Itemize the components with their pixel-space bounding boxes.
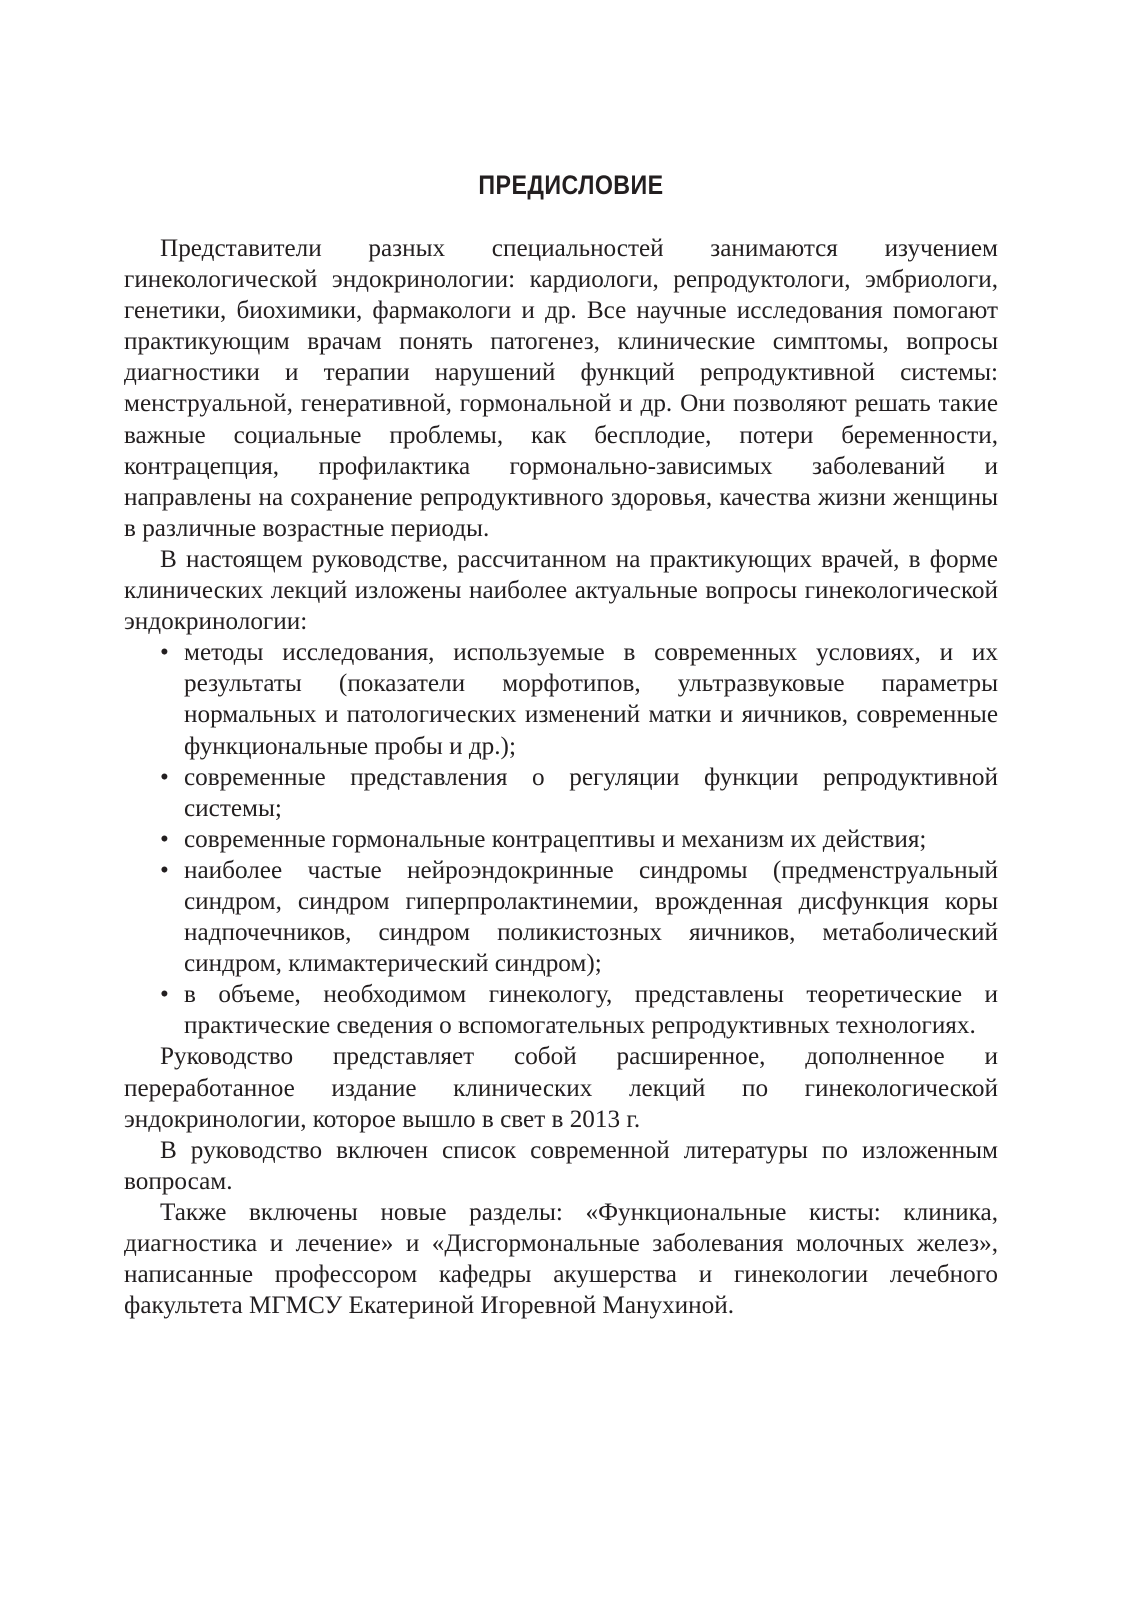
list-item-text: современные гормональные контрацептивы и механизм их действия;: [184, 825, 927, 853]
bullet-icon: •: [160, 639, 169, 667]
page-title: ПРЕДИСЛОВИЕ: [478, 170, 664, 200]
list-item-text: в объеме, необходимом гинекологу, представлены теоретические и практические сведения о вспомогательных репродуктивных технологиях.: [184, 981, 998, 1040]
list-item-text: методы исследования, используемые в современных условиях, и их результаты (показатели морфотипов, ультразвуковые параметры нормальных и патологических изменений матки и яичников, современные функциональные пробы и др.);: [184, 639, 998, 760]
bullet-icon: •: [160, 856, 169, 884]
paragraph-intro: Представители разных специальностей занимаются изучением гинекологической эндокринологии: кардиологи, репродуктологи, эмбриологи, генетики, биохимики, фармакологи и др. Все научные исследования помогают практикующим врачам понять патогенез, клинические симптомы, вопросы диагностики и терапии нарушений функций репродуктивной системы: менструальной, генеративной, гормональной и др. Они позволяют решать такие важные социальные проблемы, как бесплодие, потери беременности, контрацепция, профилактика гормонально-зависимых заболеваний и направлены на сохранение репродуктивного здоровья, качества жизни женщины в различные возрастные периоды.: [124, 235, 998, 542]
list-item-text: наиболее частые нейроэндокринные синдромы (предменструальный синдром, синдром гиперпролактинемии, врожденная дисфункция коры надпочечников, синдром поликистозных яичников, метаболический синдром, климактерический синдром);: [184, 856, 998, 978]
list-item: [124, 637, 998, 761]
bullet-icon: •: [160, 981, 169, 1009]
paragraph-edition: Руководство представляет собой расширенное, дополненное и переработанное издание клинических лекций по гинекологической эндокринологии, которое вышло в свет в 2013 г.: [124, 1043, 998, 1133]
paragraph-list-lead: В настоящем руководстве, рассчитанном на практикующих врачей, в форме клинических лекций изложены наиболее актуальные вопросы гинекологической эндокринологии:: [124, 545, 998, 636]
bullet-icon: •: [160, 825, 169, 853]
list-item: [124, 855, 998, 979]
list-item-text: современные представления о регуляции функции репродуктивной системы;: [184, 763, 998, 822]
list-item: [124, 824, 998, 855]
topics-list: [124, 637, 998, 1041]
list-item: [124, 762, 998, 824]
paragraph-new-sections: Также включены новые разделы: «Функциональные кисты: клиника, диагностика и лечение» и «Дисгормональные заболевания молочных желез», написанные профессором кафедры акушерства и гинекологии лечебного факультета МГМСУ Екатериной Игоревной Манухиной.: [124, 1198, 998, 1320]
body-text: [124, 233, 998, 1321]
bullet-icon: •: [160, 763, 169, 791]
list-item: [124, 979, 998, 1041]
paragraph-literature: В руководство включен список современной литературы по изложенным вопросам.: [124, 1136, 998, 1195]
